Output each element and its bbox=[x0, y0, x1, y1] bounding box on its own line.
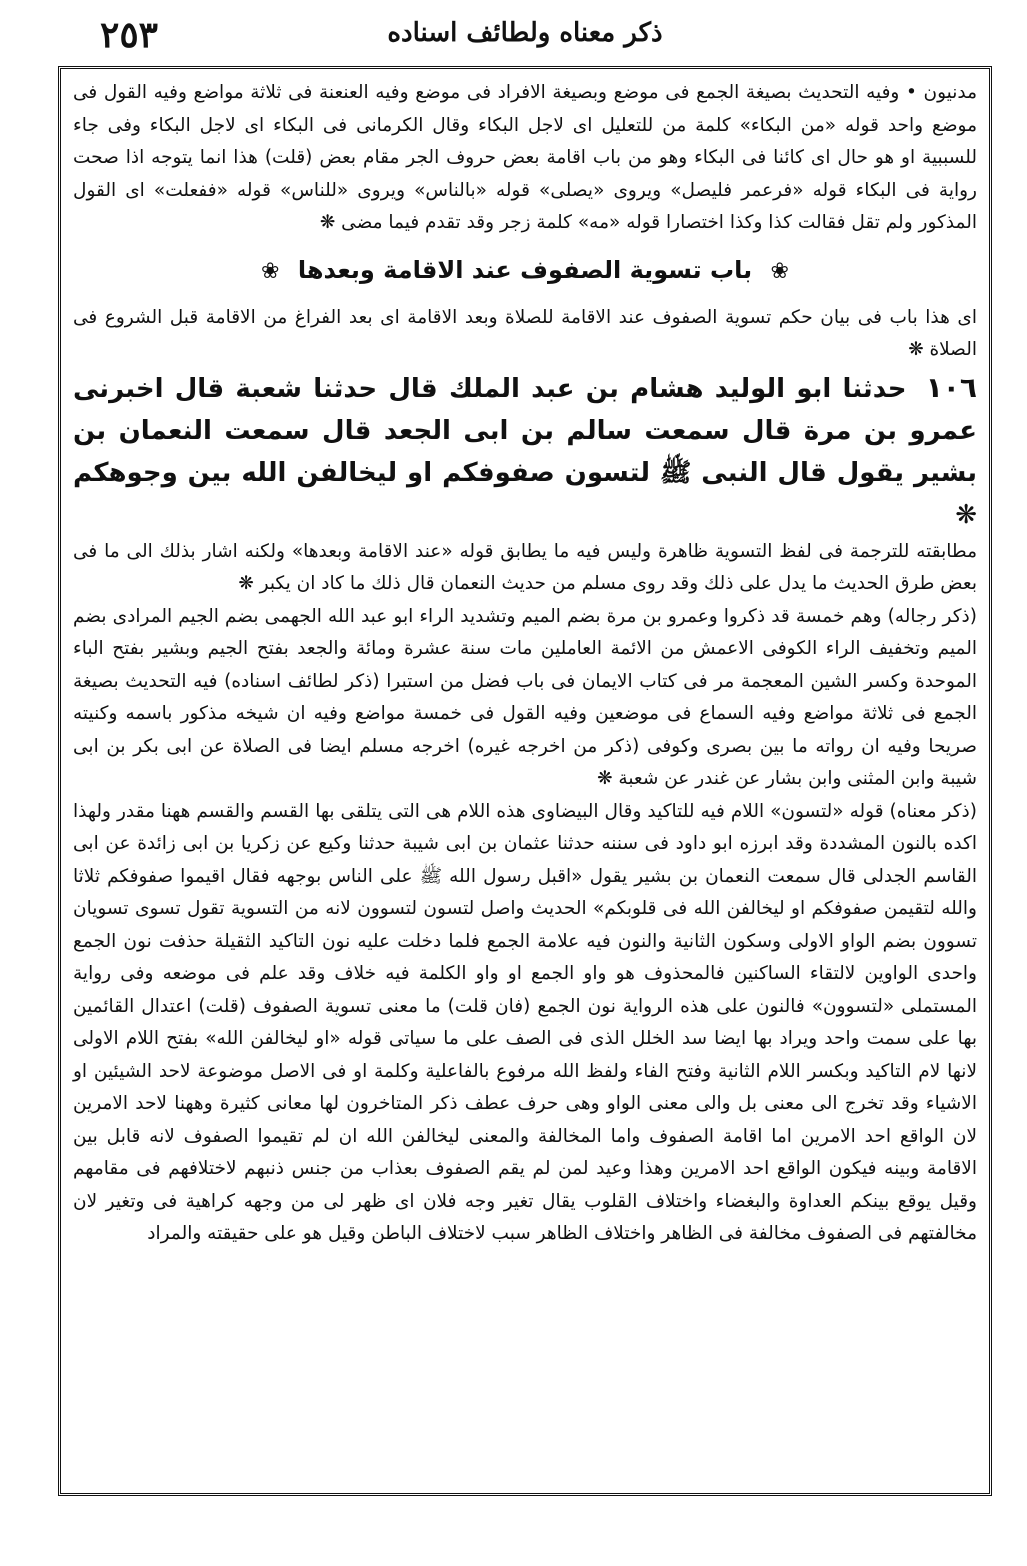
commentary-paragraph: (ذكر معناه) قوله «لتسون» اللام فيه للتاكيد وقال البيضاوى هذه اللام هى التى يتلقى بها القسم والقسم ههنا مقدر ولهذا اكده بالنون المشددة وقد ابرزه ابو داود فى سننه حدثنا عثمان بن ابى شيبة حدثنا وكيع عن زكريا بن ابى زائدة عن ابى القاسم الجدلى قال سمعت النعمان بن بشير يقول «اقبل رسول الله ﷺ على الناس بوجهه فقال اقيموا صفوفكم ثلاثا والله لتقيمن صفوفكم او ليخالفن الله فى قلوبكم» الحديث واصل لتسون لتسوون لانه من التسوية تقول تسوى تسويان تسوون بضم الواو الاولى وسكون الثانية والنون فيه علامة الجمع فلما دخلت عليه نون التاكيد الثقيلة حذفت نون الجمع واحدى الواوين لالتقاء الساكنين فالمحذوف هو واو الجمع او واو الكلمة فيه خلاف وقد علم فى موضعه وفى رواية المستملى «لتسوون» فالنون على هذه الرواية نون الجمع (فان قلت) ما معنى تسوية الصفوف (قلت) اعتدال القائمين بها على سمت واحد ويراد بها ايضا سد الخلل الذى فى الصف على ما سياتى قوله «او ليخالفن الله» بفتح اللام الاولى لانها لام التاكيد وبكسر اللام الثانية وفتح الفاء ولفظ الله مرفوع بالفاعلية وكلمة او فى الاصل موضوعة لاحد الشيئين او الاشياء وقد تخرج الى معنى بل والى معنى الواو وهى حرف عطف ذكر المتاخرون لها معانى كثيرة وههنا لاحد الامرين لان الواقع احد الامرين اما اقامة الصفوف واما المخالفة والمعنى ليخالفن الله ان لم تقيموا الصفوف لانه قابل بين الاقامة وبينه فيكون الواقع احد الامرين وهذا وعيد لمن لم يقم الصفوف بعذاب من جنس ذنبهم لاختلافهم فى مقامهم وقيل يوقع بينكم العداوة والبغضاء واختلاف القلوب يقال تغير وجه فلان اى ظهر لى من وجهه كراهية فى وتغير لان مخالفتهم فى الصفوف مخالفة فى الظاهر واختلاف الظاهر سبب لاختلاف الباطن وقيل هو على حقيقته والمراد bbox=[73, 800, 977, 1244]
paragraph-continuation: مدنيون • وفيه التحديث بصيغة الجمع فى موضع وبصيغة الافراد فى موضع وفيه العنعنة فى ثلاثة مواضع وفيه القول فى موضع واحد قوله «من البكاء» كلمة من للتعليل اى لاجل البكاء وقال الكرمانى فى البكاء اى لاجل البكاء وفى جاء للسببية او هو حال اى كائنا فى البكاء وهو من باب اقامة بعض حروف الجر مقام بعض (قلت) هذا انما يتوجه اذا صحت رواية فى البكاء قوله «فرعمر فليصل» ويروى «يصلى» قوله «بالناس» ويروى «للناس» قوله «ففعلت» اى القول المذكور ولم تقل فقالت كذا وكذا اختصارا قوله «مه» كلمة زجر وقد تقدم فيما مضى ❋ bbox=[73, 82, 977, 233]
chapter-intro: اى هذا باب فى بيان حكم تسوية الصفوف عند الاقامة للصلاة وبعد الاقامة اى بعد الفراغ من الاقامة قبل الشروع فى الصلاة ❋ bbox=[73, 306, 977, 360]
page-body bbox=[73, 77, 977, 1485]
hadith-number: ١٠٦ bbox=[925, 370, 977, 404]
chapter-title: باب تسوية الصفوف عند الاقامة وبعدها bbox=[297, 255, 753, 284]
text-frame bbox=[58, 66, 992, 1496]
commentary-paragraph: (ذكر رجاله) وهم خمسة قد ذكروا وعمرو بن مرة بضم الميم وتشديد الراء ابو عبد الله الجهمى بضم الجيم المرادى بضم الميم وتخفيف الراء الكوفى الاعمش من الائمة العاملين مات سنة عشرة ومائة والجعد بفتح الجيم وبشير بفتح الباء الموحدة وكسر الشين المعجمة مر فى كتاب الايمان فى باب فضل من استبرا (ذكر لطائف اسناده) فيه التحديث بصيغة الجمع فى ثلاثة مواضع وفيه السماع فى موضعين وفيه القول فى خمسة مواضع وفيه ان شيخه مذكور باسمه وكنيته صريحا وفيه ان رواته ما بين بصرى وكوفى (ذكر من اخرجه غيره) اخرجه مسلم ايضا فى الصلاة عن ابى بكر بن ابى شيبة وابن المثنى وابن بشار عن غندر عن شعبة ❋ bbox=[73, 605, 977, 789]
ornament-icon: ❀ bbox=[770, 258, 789, 284]
commentary-paragraph: مطابقته للترجمة فى لفظ التسوية ظاهرة وليس فيه ما يطابق قوله «عند الاقامة وبعدها» ولكنه اشار بذلك الى ما فى بعض طرق الحديث ما يدل على ذلك وقد روى مسلم من حديث النعمان قال ذلك ما كاد ان يكبر ❋ bbox=[73, 540, 977, 594]
ornament-icon: ❀ bbox=[261, 258, 280, 284]
hadith-body: حدثنا ابو الوليد هشام بن عبد الملك قال حدثنا شعبة قال اخبرنى عمرو بن مرة قال سمعت سالم بن ابى الجعد قال سمعت النعمان بن بشير يقول قال النبى ﷺ لتسون صفوفكم او ليخالفن الله بين وجوهكم ❋ bbox=[73, 373, 977, 530]
page-number: ٢٥٣ bbox=[100, 14, 159, 56]
running-head: ذکر معناه ولطائف اسناده bbox=[387, 18, 663, 48]
hadith-text bbox=[73, 367, 977, 536]
page-header bbox=[60, 10, 990, 62]
chapter-heading bbox=[73, 250, 977, 292]
